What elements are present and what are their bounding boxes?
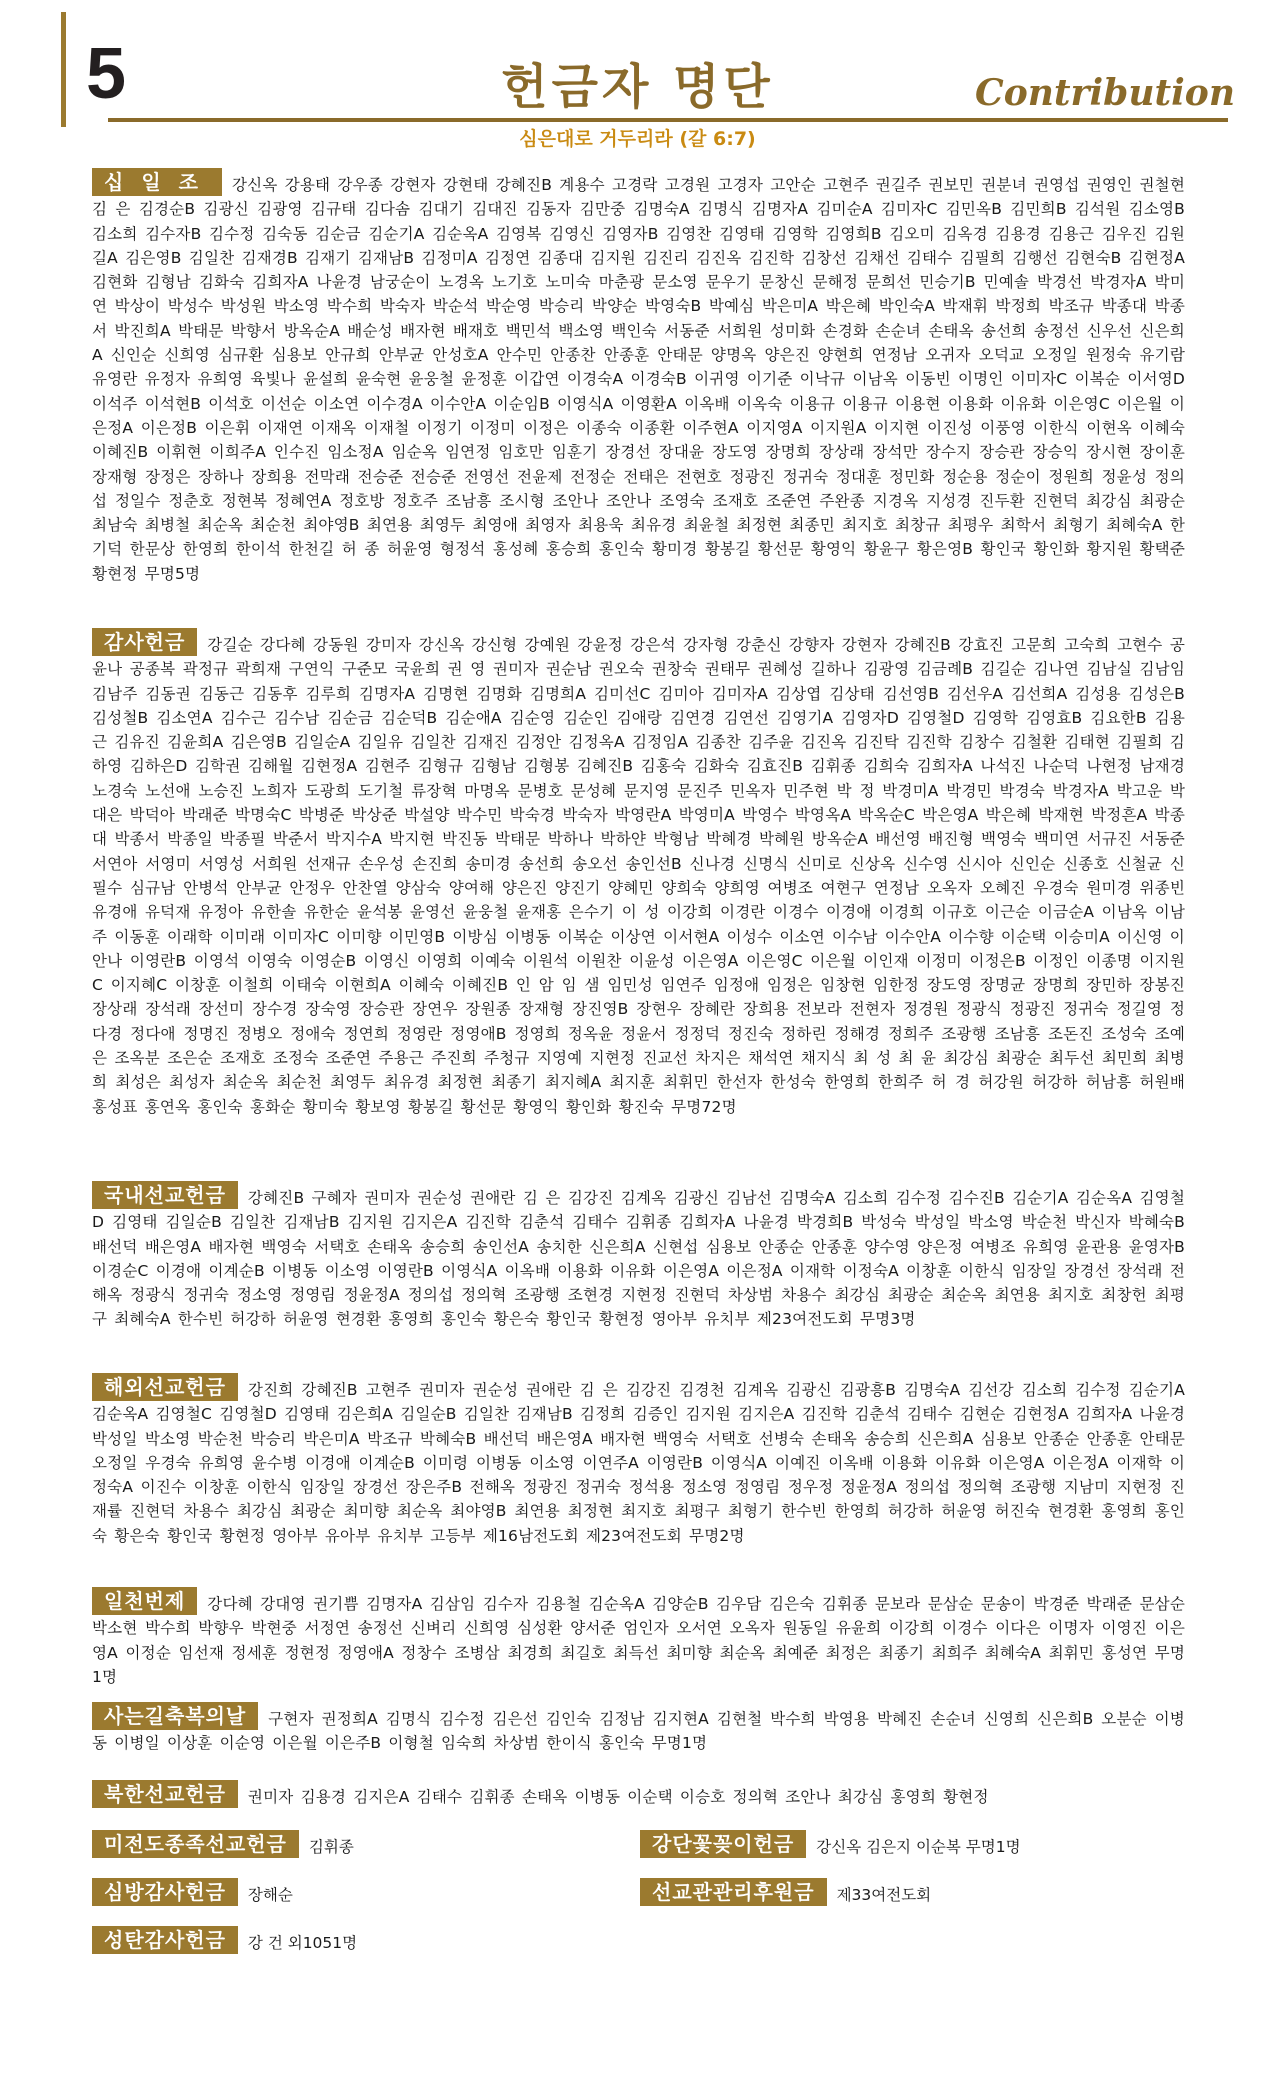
section-visitation-thanks bbox=[92, 1878, 293, 1908]
names-visitation-thanks: 장해순 bbox=[247, 1886, 293, 1904]
section-label-thanksgiving: 감사헌금 bbox=[92, 628, 197, 656]
section-north-korea-mission bbox=[92, 1780, 1185, 1809]
section-label-christmas-thanks: 성탄감사헌금 bbox=[92, 1926, 238, 1954]
section-label-domestic-mission: 국내선교헌금 bbox=[92, 1181, 238, 1209]
names-north-korea-mission: 권미자 김용경 김지은A 김태수 김휘종 손태옥 이병동 이순택 이승호 정의혁 조안나 최강심 홍영희 황현정 bbox=[247, 1788, 989, 1806]
section-domestic-mission bbox=[92, 1181, 1185, 1332]
names-altar-flowers: 강신옥 김은지 이순복 무명1명 bbox=[816, 1838, 1021, 1856]
section-label-thousand-offering: 일천번제 bbox=[92, 1587, 197, 1615]
section-label-blessing-day: 사는길축복의날 bbox=[92, 1702, 258, 1730]
english-title: Contribution bbox=[975, 72, 1235, 114]
names-unreached-mission: 김휘종 bbox=[308, 1838, 354, 1856]
section-thanksgiving bbox=[92, 628, 1185, 1119]
section-altar-flowers bbox=[640, 1830, 1021, 1860]
names-mission-house: 제33여전도회 bbox=[836, 1886, 932, 1904]
section-label-north-korea-mission: 북한선교헌금 bbox=[92, 1780, 238, 1808]
section-label-tithe: 십일조 bbox=[92, 168, 222, 196]
page-title: 헌금자 명단 bbox=[501, 59, 774, 115]
names-overseas-mission: 강진희 강혜진B 고현주 권미자 권순성 권애란 김 은 김강진 김경천 김계옥 김광신 김광흥B 김명숙A 김선강 김소희 김수정 김순기A 김순옥A 김영철C 김영철D 김영태 김은희A 김일순B 김일찬 김재남B 김정희 김증인 김지원 김지은A 김진학 김춘석 김태수 김현순 김현정A 김희자A 나윤경 박성일 박소영 박순천 박승리 박은미A 박조규 박혜숙B 배선덕 배은영A 배자현 백영숙 서택호 선병숙 손태옥 송승희 신은희A 심용보 안종순 안종훈 안태문 오정일 우경숙 유희영 윤수병 이경애 이계순B 이미령 이병동 이소영 이연주A 이영란B 이영식A 이예진 이옥배 이용화 이유화 이은영A 이은정A 이재학 이정숙A 이진수 이창훈 이한식 임장일 장경선 장은주B 전해옥 정광진 정귀숙 정석용 정소영 정영림 정우정 정윤정A 정의섭 정의혁 조광행 지남미 지현정 진재률 진현덕 차용수 최강심 최광순 최미향 최순옥 최야영B 최연용 최정현 최지호 최평구 최형기 한수빈 한영희 허강하 허윤영 허진숙 현경환 홍영희 홍인숙 황은숙 황인국 황현정 영아부 유아부 유치부 고등부 제16남전도회 제23여전도회 무명2명 bbox=[92, 1381, 1185, 1545]
section-unreached-mission bbox=[92, 1830, 354, 1860]
section-christmas-thanks bbox=[92, 1926, 357, 1956]
names-blessing-day: 구현자 권정희A 김명식 김수정 김은선 김인숙 김정남 김지현A 김현철 박수희 박영용 박혜진 손순녀 신영희 신은희B 오분순 이병동 이병일 이상훈 이순영 이은월 이은주B 이형철 임숙희 차상범 한이식 홍인숙 무명1명 bbox=[92, 1710, 1185, 1753]
section-tithe bbox=[92, 168, 1185, 586]
section-mission-house bbox=[640, 1878, 931, 1908]
section-thousand-offering bbox=[92, 1587, 1185, 1689]
section-label-altar-flowers: 강단꽃꽂이헌금 bbox=[640, 1830, 806, 1858]
section-label-visitation-thanks: 심방감사헌금 bbox=[92, 1878, 238, 1906]
section-label-mission-house: 선교관관리후원금 bbox=[640, 1878, 827, 1906]
header-rule bbox=[108, 118, 1228, 122]
names-christmas-thanks: 강 건 외1051명 bbox=[247, 1934, 358, 1952]
section-overseas-mission bbox=[92, 1373, 1185, 1548]
names-thousand-offering: 강다혜 강대영 권기쁨 김명자A 김삼임 김수자 김용철 김순옥A 김양순B 김우담 김은숙 김휘종 문보라 문삼순 문송이 박경준 박래준 문삼순 박소현 박수희 박향우 박현중 서정연 송정선 신벼리 신희영 심성환 양서준 엄인자 오서연 오옥자 원동일 유윤희 이강희 이경수 이다은 이명자 이영진 이은영A 이정순 임선재 정세훈 정현정 정영애A 정창수 조병삼 최경희 최길호 최득선 최미향 최순옥 최예준 최정은 최종기 최희주 최혜숙A 최휘민 홍성연 무명1명 bbox=[92, 1595, 1185, 1686]
bible-verse: 심은대로 거두리라 (갈 6:7) bbox=[519, 128, 756, 150]
page-number: 5 bbox=[86, 34, 127, 114]
names-thanksgiving: 강길순 강다혜 강동원 강미자 강신옥 강신형 강예원 강윤정 강은석 강자형 강춘신 강향자 강현자 강혜진B 강효진 고문희 고숙희 고현수 공윤나 공종복 곽정규 곽희재 구연익 구준모 국윤희 권 영 권미자 권순남 권오숙 권창숙 권태무 권혜성 길하나 김광영 김금례B 김길순 김나연 김남실 김남임 김남주 김동권 김동근 김동후 김루희 김명자A 김명현 김명화 김명희A 김미선C 김미아 김미자A 김상엽 김상태 김선영B 김선우A 김선희A 김성용 김성은B 김성철B 김소연A 김수근 김수남 김순금 김순덕B 김순애A 김순영 김순인 김애랑 김연경 김연선 김영기A 김영자D 김영철D 김영학 김영효B 김요한B 김용근 김유진 김윤희A 김은영B 김일순A 김일유 김일찬 김재진 김정안 김정옥A 김정임A 김종찬 김주윤 김진옥 김진탁 김진학 김창수 김철환 김태현 김필희 김하영 김하은D 김학권 김해월 김현정A 김현주 김형규 김형남 김형봉 김혜진B 김홍숙 김화숙 김효진B 김휘종 김희숙 김희자A 나석진 나순덕 나현정 남재경 노경숙 노선애 노승진 노희자 도광희 도기철 류장혁 마명옥 문병호 문성혜 문지영 문진주 민옥자 민주현 박 정 박경미A 박경민 박경숙 박경자A 박고운 박대은 박덕아 박래준 박명숙C 박병준 박상준 박설양 박수민 박숙경 박숙자 박영란A 박영미A 박영수 박영옥A 박옥순C 박은영A 박은혜 박재현 박정흔A 박종대 박종서 박종일 박종필 박준서 박지수A 박지현 박진동 박태문 박하나 박하얀 박형남 박혜경 박혜원 방옥순A 배선영 배진형 백영숙 백미연 서규진 서동준 서연아 서영미 서영성 서희원 선재규 손우성 손진희 송미경 송선희 송오선 송인선B 신나경 신명식 신미로 신상옥 신수영 신시아 신인순 신종호 신철균 신필수 심규남 안병석 안부균 안정우 안찬열 양삼숙 양여해 양은진 양진기 양혜민 양희숙 양희영 여병조 여현구 연정남 오옥자 오혜진 우경숙 원미경 위종빈 유경애 유덕재 유정아 유한솔 유한순 윤석봉 윤영선 윤웅철 윤재홍 은수기 이 성 이강희 이경란 이경수 이경애 이경희 이규호 이근순 이금순A 이남옥 이남주 이동훈 이래학 이미래 이미자C 이미향 이민영B 이방심 이병동 이복순 이상연 이서현A 이성수 이소연 이수남 이수안A 이수향 이순택 이승미A 이신영 이안나 이영란B 이영석 이영숙 이영순B 이영신 이영희 이예숙 이원석 이원찬 이윤성 이은영A 이은영C 이은월 이인재 이정미 이정은B 이정인 이종명 이지원C 이지혜C 이창훈 이철희 이태숙 이현희A 이혜숙 이혜진B 인 암 임 샘 임민성 임연주 임정애 임정은 임창현 임한정 장도영 장명균 장명희 장민하 장봉진 장상래 장석래 장선미 장수경 장숙영 장승관 장연우 장원종 장재형 장진영B 장현우 장혜란 장희용 전보라 전현자 정경원 정광식 정광진 정귀숙 정길영 정다경 정다애 정명진 정병오 정애숙 정연희 정영란 정영애B 정영희 정옥윤 정윤서 정정덕 정진숙 정하린 정해경 정희주 조광행 조남흥 조돈진 조성숙 조예은 조옥분 조은순 조재호 조정숙 조준연 주용근 주진희 주청규 지영예 지현정 진교선 차지은 채석연 채지식 최 성 최 윤 최강심 최광순 최두선 최민희 최병희 최성은 최성자 최순옥 최순천 최영두 최유경 최정현 최종기 최지혜A 최지훈 최휘민 한선자 한성숙 한영희 한희주 허 경 허강원 허강하 허남흥 허원배 홍성표 홍연옥 홍인숙 홍화순 황미숙 황보영 황봉길 황선문 황영익 황인화 황진숙 무명72명 bbox=[92, 636, 1185, 1116]
section-label-overseas-mission: 해외선교헌금 bbox=[92, 1373, 238, 1401]
names-domestic-mission: 강혜진B 구혜자 권미자 권순성 권애란 김 은 김강진 김계옥 김광신 김남선 김명숙A 김소희 김수정 김수진B 김순기A 김순옥A 김영철D 김영태 김일순B 김일찬 김재남B 김지원 김지은A 김진학 김춘석 김태수 김휘종 김희자A 나윤경 박경희B 박성숙 박성일 박소영 박순천 박신자 박혜숙B 배선덕 배은영A 배자현 백영숙 서택호 손태옥 송승희 송인선A 송치한 신은희A 신현섭 심용보 안종순 안종훈 양수영 양은정 여병조 유희영 윤관용 윤영자B 이경순C 이경애 이계순B 이병동 이소영 이영란B 이영식A 이옥배 이용화 이유화 이은영A 이은정A 이재학 이정숙A 이창훈 이한식 임장일 장경선 장석래 전해옥 정광식 정귀숙 정소영 정영림 정윤정A 정의섭 정의혁 조광행 조현경 지현정 진현덕 차상범 차용수 최강심 최광순 최순옥 최연용 최지호 최창헌 최평구 최혜숙A 한수빈 허강하 허윤영 현경환 홍영희 홍인숙 황은숙 황인국 황현정 영아부 유치부 제23여전도회 무명3명 bbox=[92, 1189, 1185, 1329]
names-tithe: 강신옥 강용태 강우종 강현자 강현태 강혜진B 계용수 고경락 고경원 고경자 고안순 고현주 권길주 권보민 권분녀 권영섭 권영인 권철현 김 은 김경순B 김광신 김광영 김규태 김다솜 김대기 김대진 김동자 김만중 김명숙A 김명식 김명자A 김미순A 김미자C 김민옥B 김민희B 김석원 김소영B 김소희 김수자B 김수정 김숙동 김순금 김순기A 김순옥A 김영복 김영신 김영자B 김영찬 김영태 김영학 김영희B 김오미 김옥경 김용경 김용근 김우진 김원길A 김은영B 김일찬 김재경B 김재기 김재남B 김정미A 김정연 김종대 김지원 김진리 김진옥 김진학 김창선 김채선 김태수 김필희 김행선 김현숙B 김현정A 김현화 김형남 김화숙 김희자A 나윤경 남궁순이 노경옥 노기호 노미숙 마춘광 문소영 문우기 문창신 문해정 문희선 민승기B 민예솔 박경선 박경자A 박미연 박상이 박성수 박성원 박소영 박수희 박숙자 박순석 박순영 박승리 박양순 박영숙B 박예심 박은미A 박은혜 박인숙A 박재휘 박정희 박조규 박종대 박종서 박진희A 박태문 박향서 방옥순A 배순성 배자현 배재호 백민석 백소영 백인숙 서동준 서희원 성미화 손경화 손순녀 손태옥 송선희 송정선 신우선 신은희A 신인순 신희영 심규환 심용보 안규희 안부균 안성호A 안수민 안종찬 안종훈 안태문 양명옥 양은진 양현희 연정남 오귀자 오덕교 오정일 원정숙 유기람 유영란 유정자 유희영 육빛나 윤설희 윤숙현 윤웅철 윤정훈 이갑연 이경숙A 이경숙B 이귀영 이기준 이낙규 이남옥 이동빈 이명인 이미자C 이복순 이서영D 이석주 이석현B 이석호 이선순 이소연 이수경A 이수안A 이순임B 이영식A 이영환A 이옥배 이옥숙 이용규 이용규 이용현 이용화 이유화 이은영C 이은월 이은정A 이은정B 이은휘 이재연 이재옥 이재철 이정기 이정미 이정은 이종숙 이종환 이주현A 이지영A 이지원A 이지현 이진성 이풍영 이한식 이현옥 이혜숙 이혜진B 이휘현 이희주A 인수진 임소정A 임순옥 임연정 임호만 임훈기 장경선 장대윤 장도영 장명희 장상래 장석만 장수지 장승관 장승익 장시현 장이훈 장재형 장정은 장하나 장희용 전막래 전승준 전승준 전영선 전윤제 전정순 전태은 전현호 정광진 정귀숙 정대훈 정민화 정순용 정순이 정원희 정윤성 정의섭 정일수 정춘호 정현복 정혜연A 정호방 정호주 조남흥 조시형 조안나 조안나 조영숙 조재호 조준연 주완종 지경옥 지성경 진두환 진현덕 최강심 최광순 최남숙 최병철 최순옥 최순천 최야영B 최연용 최영두 최영애 최영자 최용욱 최유경 최윤철 최정현 최종민 최지호 최창규 최평우 최학서 최형기 최혜숙A 한기덕 한문상 한영희 한이석 한천길 허 종 허윤영 형정석 홍성혜 홍승희 홍인숙 황미경 황봉길 황선문 황영익 황윤구 황은영B 황인국 황인화 황지원 황택준 황현정 무명5명 bbox=[92, 176, 1185, 583]
section-blessing-day bbox=[92, 1702, 1185, 1756]
section-label-unreached-mission: 미전도종족선교헌금 bbox=[92, 1830, 299, 1858]
